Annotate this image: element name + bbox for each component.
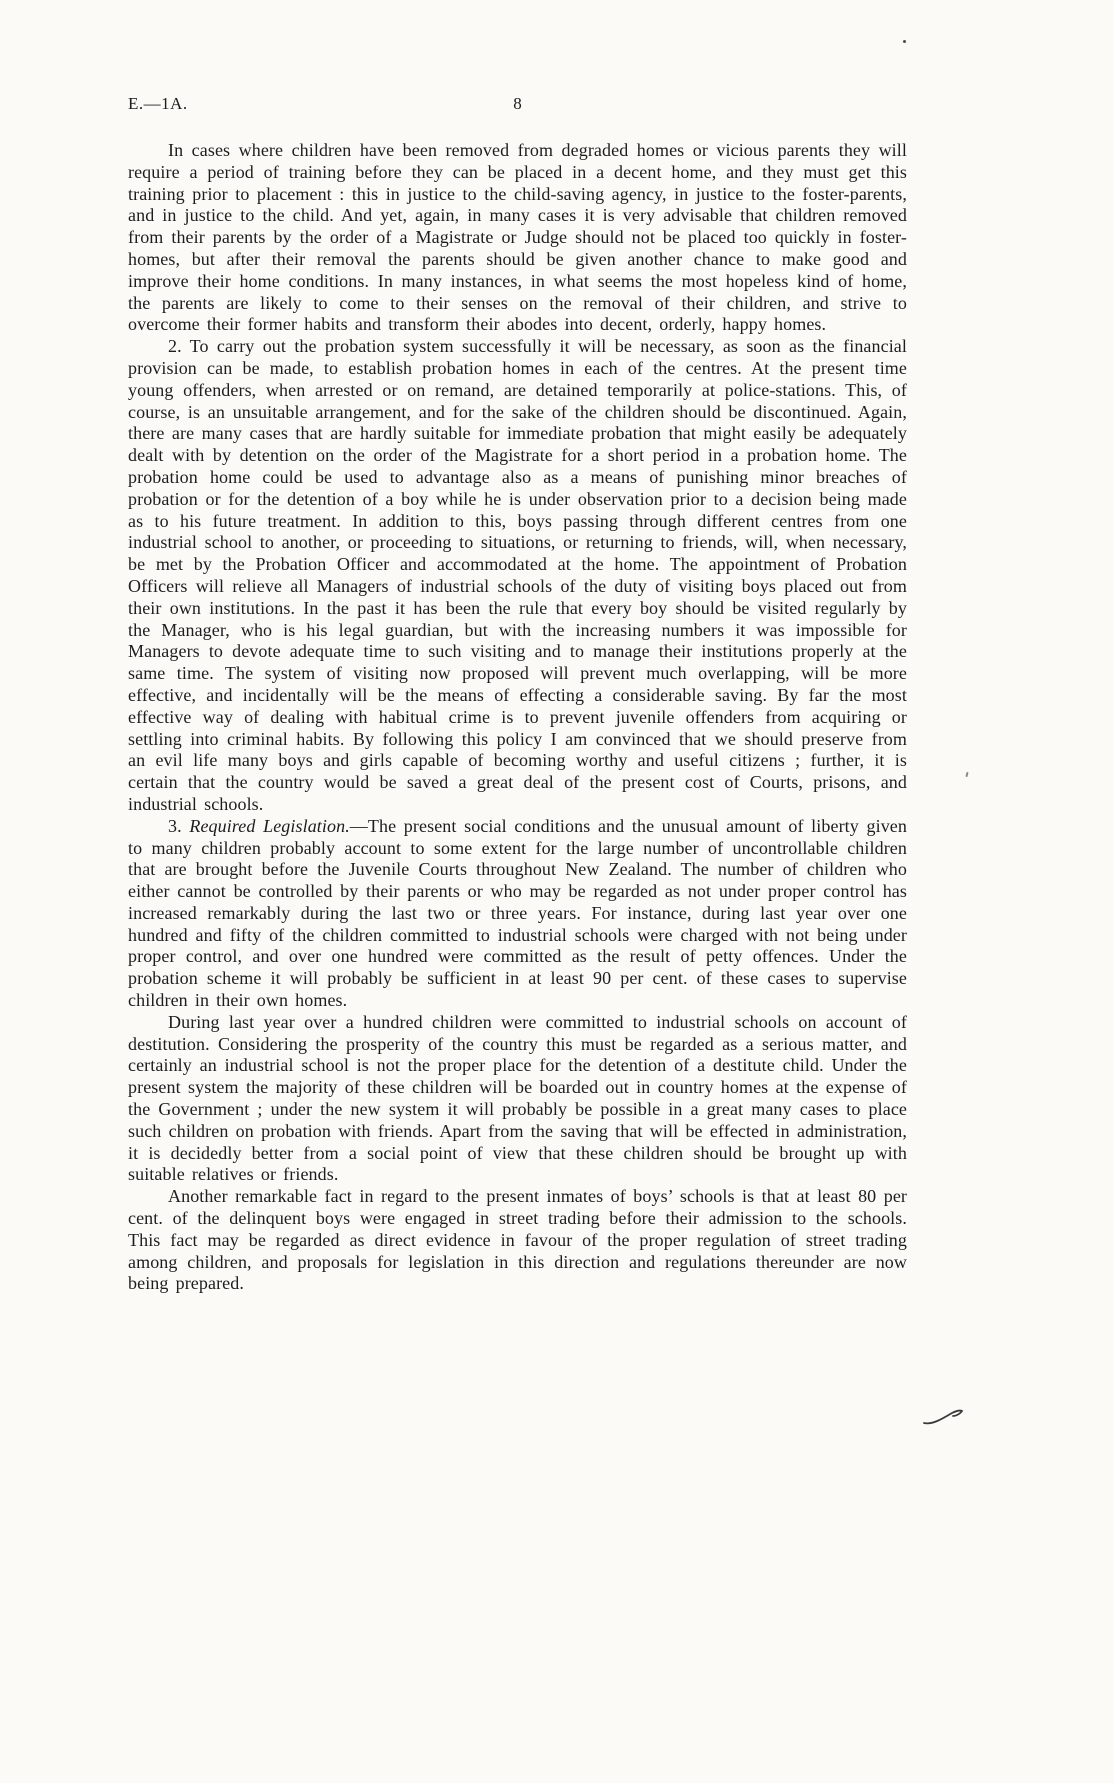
page-number: 8	[513, 94, 522, 113]
pen-stroke-icon	[922, 1405, 964, 1431]
paragraph-text: During last year over a hundred children were committed to industrial schools on account of destitution. Considering the prosperity of the country this must be regarded as a serious matter, and certainly an industrial school is not the proper place for the detention of a destitute child. Under the present system the majority of these children will be boarded out in country homes at the expense of the Government ; under the new system it will probably be possible in a great many cases to place such children on probation with friends. Apart from the saving that will be effected in administration, it is decidedly better from a social point of view that these children should be brought up with suitable relatives or friends.	[128, 1011, 907, 1185]
paragraph-text: 3.	[168, 815, 190, 836]
scan-artifact-pen-stroke	[922, 1405, 964, 1431]
section-title-italic: Required Legislation.	[189, 815, 350, 836]
page-header	[128, 94, 907, 118]
scan-artifact-speck	[965, 772, 968, 777]
paragraph	[128, 816, 907, 1012]
document-body	[128, 140, 907, 1295]
paragraph	[128, 140, 907, 336]
paragraph	[128, 336, 907, 816]
paragraph-text: In cases where children have been removed from degraded homes or vicious parents they will require a period of training before they can be placed in a decent home, and they must get this training prior to placement : this in justice to the child-saving agency, in justice to the foster-parents, and in justice to the child. And yet, again, in many cases it is very advisable that children removed from their parents by the order of a Magistrate or Judge should not be placed too quickly in foster-homes, but after their removal the parents should be given another chance to make good and improve their home conditions. In many instances, in what seems the most hopeless kind of home, the parents are likely to come to their senses on the removal of their children, and strive to overcome their former habits and transform their abodes into decent, orderly, happy homes.	[128, 140, 907, 335]
paragraph	[128, 1186, 907, 1295]
paragraph-text: 2. To carry out the probation system successfully it will be necessary, as soon as the financial provision can be made, to establish probation homes in each of the centres. At the present time young offenders, when arrested or on remand, are detained temporarily at police-stations. This, of course, is an unsuitable arrangement, and for the sake of the children should be discontinued. Again, there are many cases that are hardly suitable for immediate probation that might easily be adequately dealt with by detention on the order of the Magistrate for a short period in a probation home. The probation home could be used to advantage also as a means of punishing minor breaches of probation or for the detention of a boy while he is under observation prior to a decision being made as to his future treatment. In addition to this, boys passing through different centres from one industrial school to another, or proceeding to situations, or returning to friends, will, when necessary, be met by the Probation Officer and accommodated at the home. The appointment of Probation Officers will relieve all Managers of industrial schools of the duty of visiting boys placed out from their own institutions. In the past it has been the rule that every boy should be visited regularly by the Manager, who is his legal guardian, but with the increasing numbers it was impossible for Managers to devote adequate time to such visiting and to manage their institutions properly at the same time. The system of visiting now proposed will prevent much overlapping, will be more effective, and incidentally will be the means of effecting a considerable saving. By far the most effective way of dealing with habitual crime is to prevent juvenile offenders from acquiring or settling into criminal habits. By following this policy I am convinced that we should preserve from an evil life many boys and girls capable of becoming worthy and useful citizens ; further, it is certain that the country would be saved a great deal of the present cost of Courts, prisons, and industrial schools.	[128, 336, 907, 814]
paragraph	[128, 1012, 907, 1186]
document-page	[128, 94, 907, 1295]
paragraph-text: Another remarkable fact in regard to the present inmates of boys’ schools is that at least 80 per cent. of the delinquent boys were engaged in street trading before their admission to the schools. This fact may be regarded as direct evidence in favour of the proper regulation of street trading among children, and proposals for legislation in this direction and regulations thereunder are now being prepared.	[128, 1186, 907, 1294]
document-reference: E.—1A.	[128, 94, 188, 113]
paragraph-text: —The present social conditions and the unusual amount of liberty given to many children probably account to some extent for the large number of uncontrollable children that are brought before the Juvenile Courts throughout New Zealand. The number of children who either cannot be controlled by their parents or who may be regarded as not under proper control has increased remarkably during the last two or three years. For instance, during last year over one hundred and fifty of the children committed to industrial schools were charged with not being under proper control, and over one hundred were committed as the result of petty offences. Under the probation scheme it will probably be sufficient in at least 90 per cent. of these cases to supervise children in their own homes.	[128, 815, 907, 1011]
scan-artifact-dot	[903, 40, 906, 43]
